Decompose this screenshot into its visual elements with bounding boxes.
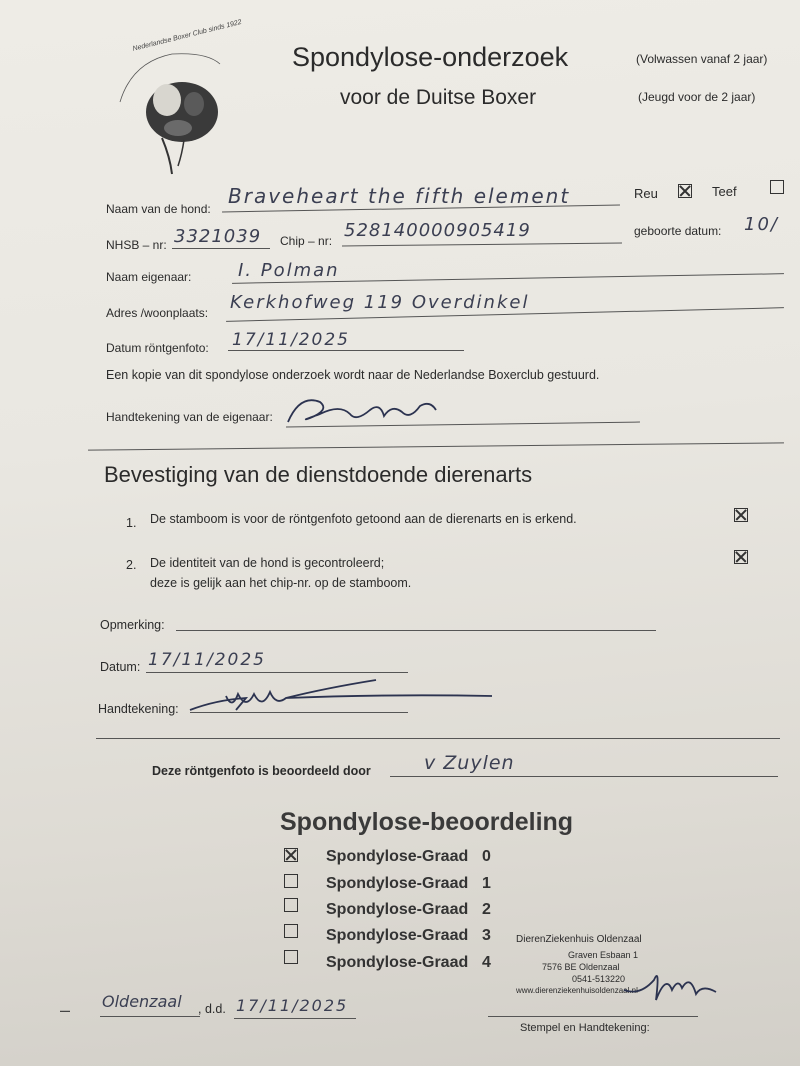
dog-name-value: Braveheart the fifth element [228,184,571,208]
xray-date-value: 17/11/2025 [232,330,350,350]
grade-0-number: 0 [482,848,491,865]
grade-2-checkbox[interactable] [284,898,298,912]
grade-1-number: 1 [482,875,491,892]
item1-number: 1. [126,516,137,530]
stamp-signature [620,960,720,1004]
note-adult: (Volwassen vanaf 2 jaar) [636,52,768,66]
logo-text: Nederlandse Boxer Club sinds 1922 [132,18,243,53]
male-label: Reu [634,186,658,201]
footer-dash: – [60,1000,71,1020]
grade-4-checkbox[interactable] [284,950,298,964]
stamp-label: Stempel en Handtekening: [520,1022,650,1034]
item1-text: De stamboom is voor de röntgenfoto getoond aan de dierenarts en is erkend. [150,512,577,526]
item2-checkbox[interactable] [734,550,748,564]
stamp-line-4: 0541-513220 [572,974,626,984]
remark-line [176,630,656,631]
footer-date-value: 17/11/2025 [236,996,349,1015]
dd-label: , d.d. [198,1002,226,1016]
grade-3-checkbox[interactable] [284,924,298,938]
item1-checkbox[interactable] [734,508,748,522]
vet-sign-label: Handtekening: [98,702,179,716]
grade-0-label: Spondylose-Graad [326,848,469,865]
place-value: Oldenzaal [102,992,182,1011]
owner-signature [280,388,450,432]
footer-date-line [234,1018,356,1019]
vet-date-value: 17/11/2025 [148,650,266,670]
owner-sign-label: Handtekening van de eigenaar: [106,410,273,424]
owner-label: Naam eigenaar: [106,270,192,284]
dog-name-label: Naam van de hond: [106,202,211,216]
birth-value: 10/ [744,214,779,235]
nhsb-line [172,248,270,249]
form-title: Spondylose-onderzoek [292,42,569,72]
grade-2-number: 2 [482,901,491,918]
stamp-line-2: Graven Esbaan 1 [568,950,639,960]
owner-value: I. Polman [238,260,340,281]
section-divider-1 [88,442,784,450]
stamp-line-5: www.dierenziekenhuisoldenzaal.nl [516,986,638,995]
nhsb-value: 3321039 [174,226,262,247]
female-checkbox[interactable] [770,180,784,194]
assessed-value: v Zuylen [424,752,515,774]
grade-3-label: Spondylose-Graad [326,927,469,944]
address-value: Kerkhofweg 119 Overdinkel [230,292,530,313]
note-youth: (Jeugd voor de 2 jaar) [638,90,756,104]
chip-line [342,243,622,247]
remark-label: Opmerking: [100,618,165,632]
form-subtitle: voor de Duitse Boxer [340,86,537,109]
section-divider-2 [96,738,780,739]
stamp-line-1: DierenZiekenhuis Oldenzaal [516,934,642,945]
copy-note: Een kopie van dit spondylose onderzoek wordt naar de Nederlandse Boxerclub gestuurd. [106,368,600,382]
item2-text-b: deze is gelijk aan het chip-nr. op de stamboom. [150,576,412,590]
grade-3-number: 3 [482,927,491,944]
grade-1-label: Spondylose-Graad [326,875,469,892]
vet-heading: Bevestiging van de dienstdoende dierenarts [104,462,533,487]
place-line [100,1016,200,1017]
assessed-line [390,776,778,777]
club-logo [112,18,243,182]
female-label: Teef [712,184,737,199]
chip-label: Chip – nr: [280,234,333,248]
grade-4-label: Spondylose-Graad [326,954,469,971]
assessed-label: Deze röntgenfoto is beoordeeld door [152,764,371,778]
xray-date-label: Datum röntgenfoto: [106,341,209,355]
address-label: Adres /woonplaats: [106,306,209,320]
grade-4-number: 4 [482,954,491,971]
chip-value: 528140000905419 [344,220,531,241]
xray-date-line [228,350,464,351]
item2-text-a: De identiteit van de hond is gecontroleerd; [150,556,385,570]
stamp-sign-line [488,1016,698,1017]
item2-number: 2. [126,558,137,572]
nhsb-label: NHSB – nr: [106,238,167,252]
grade-2-label: Spondylose-Graad [326,901,469,918]
grade-1-checkbox[interactable] [284,874,298,888]
birth-label: geboorte datum: [634,224,722,238]
male-checkbox[interactable] [678,184,692,198]
grade-0-checkbox[interactable] [284,848,298,862]
assessment-heading: Spondylose-beoordeling [280,808,574,836]
stamp-line-3: 7576 BE Oldenzaal [542,962,620,972]
vet-date-label: Datum: [100,660,141,674]
vet-signature [186,670,506,720]
